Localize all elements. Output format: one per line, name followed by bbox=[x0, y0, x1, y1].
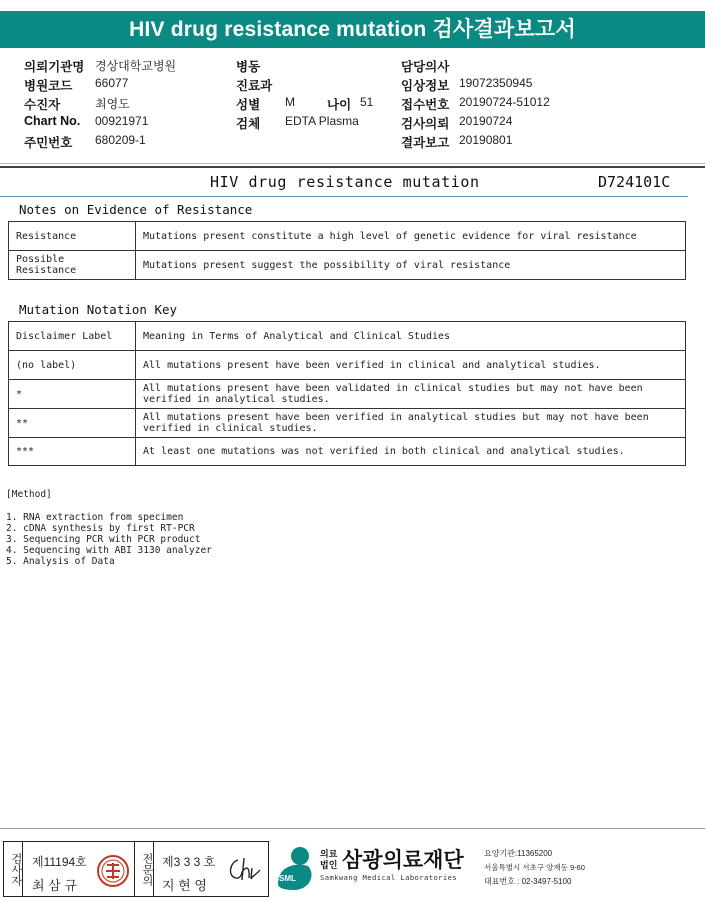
resident-no-label: 주민번호 bbox=[24, 136, 73, 150]
notation-label: *** bbox=[9, 438, 136, 466]
org-name: 삼광의료재단 bbox=[342, 849, 464, 872]
info-row-3 bbox=[0, 95, 705, 114]
request-date-label: 검사의뢰 bbox=[401, 117, 450, 131]
report-subtitle: HIV drug resistance mutation bbox=[210, 173, 480, 191]
info-row-4 bbox=[0, 114, 705, 133]
sex-label: 성별 bbox=[236, 98, 261, 112]
method-step: 2. cDNA synthesis by first RT-PCR bbox=[6, 523, 195, 534]
sex-value: M bbox=[285, 95, 295, 109]
signature-box bbox=[3, 841, 269, 897]
age-label: 나이 bbox=[327, 98, 352, 112]
info-row-2 bbox=[0, 76, 705, 95]
inspector-label bbox=[4, 842, 23, 896]
inspector-seal-icon bbox=[96, 854, 130, 888]
org-prefix-1: 의료 bbox=[320, 849, 338, 859]
report-code: D724101C bbox=[598, 173, 671, 191]
department-label: 진료과 bbox=[236, 79, 273, 93]
doctor-label: 담당의사 bbox=[401, 60, 450, 74]
method-step: 5. Analysis of Data bbox=[6, 556, 115, 567]
table-row bbox=[9, 222, 686, 251]
notation-label: Disclaimer Label bbox=[9, 322, 136, 351]
notation-table bbox=[8, 321, 686, 466]
table-row bbox=[9, 322, 686, 351]
doctor-role-label-text: 전문의 bbox=[141, 852, 153, 886]
table-row bbox=[9, 438, 686, 466]
hospital-code-label: 병원코드 bbox=[24, 79, 73, 93]
title-underline bbox=[0, 196, 688, 197]
footer bbox=[0, 838, 705, 907]
report-title-banner: HIV drug resistance mutation 검사결과보고서 bbox=[0, 11, 705, 48]
evidence-heading: Notes on Evidence of Resistance bbox=[19, 202, 253, 217]
doctor-name: 지 현 영 bbox=[162, 878, 207, 893]
age-value: 51 bbox=[360, 95, 374, 109]
method-heading: [Method] bbox=[6, 489, 52, 500]
sml-logo-icon bbox=[272, 844, 318, 894]
inspector-name: 최 삼 규 bbox=[32, 878, 77, 893]
table-row bbox=[9, 380, 686, 409]
address: 서울특별시 서초구 양재동 9-60 bbox=[484, 863, 585, 872]
footer-divider bbox=[0, 828, 705, 829]
notation-label: (no label) bbox=[9, 351, 136, 380]
notation-text: All mutations present have been validated in clinical studies but may not have been verified in analytical studies. bbox=[136, 380, 686, 409]
notation-text: Meaning in Terms of Analytical and Clinical Studies bbox=[136, 322, 686, 351]
receipt-no-label: 접수번호 bbox=[401, 98, 450, 112]
phone: 대표번호 : 02-3497-5100 bbox=[484, 877, 572, 886]
org-prefix-2: 법인 bbox=[320, 860, 338, 870]
ward-label: 병동 bbox=[236, 60, 261, 74]
chart-no-value: 00921971 bbox=[95, 114, 149, 128]
info-top-divider bbox=[0, 163, 705, 164]
evidence-table bbox=[8, 221, 686, 280]
notation-text: All mutations present have been verified in clinical and analytical studies. bbox=[136, 351, 686, 380]
receipt-no-value: 20190724-51012 bbox=[459, 95, 550, 109]
evidence-text-resistance: Mutations present constitute a high level of genetic evidence for viral resistance bbox=[136, 222, 686, 251]
doctor-role-label bbox=[134, 842, 154, 896]
nursing-code: 요양기관:11365200 bbox=[484, 849, 553, 858]
inspector-number: 제11194호 bbox=[32, 855, 87, 869]
notation-text: All mutations present have been verified in analytical studies but may not have been verified in clinical studies. bbox=[136, 409, 686, 438]
chart-no-label: Chart No. bbox=[24, 114, 81, 128]
report-date-label: 결과보고 bbox=[401, 136, 450, 150]
doctor-signature-icon bbox=[224, 854, 262, 886]
institution-value: 경상대학교병원 bbox=[95, 59, 177, 73]
clinical-info-label: 임상정보 bbox=[401, 79, 450, 93]
evidence-label-resistance: Resistance bbox=[9, 222, 136, 251]
logo-text: SML bbox=[279, 874, 296, 883]
specimen-label: 검체 bbox=[236, 117, 261, 131]
info-row-5 bbox=[0, 133, 705, 152]
method-step: 3. Sequencing PCR with PCR product bbox=[6, 534, 201, 545]
evidence-text-possible: Mutations present suggest the possibility of viral resistance bbox=[136, 251, 686, 280]
inspector-label-text: 검사자 bbox=[10, 852, 22, 886]
report-date-value: 20190801 bbox=[459, 133, 513, 147]
table-row bbox=[9, 251, 686, 280]
resident-no-value: 680209-1 bbox=[95, 133, 146, 147]
method-step: 4. Sequencing with ABI 3130 analyzer bbox=[6, 545, 212, 556]
notation-label: * bbox=[9, 380, 136, 409]
method-step: 1. RNA extraction from specimen bbox=[6, 512, 184, 523]
table-row bbox=[9, 351, 686, 380]
info-row-1 bbox=[0, 57, 705, 76]
notation-text: At least one mutations was not verified in both clinical and analytical studies. bbox=[136, 438, 686, 466]
notation-label: ** bbox=[9, 409, 136, 438]
specimen-value: EDTA Plasma bbox=[285, 114, 359, 128]
org-english-name: Samkwang Medical Laboratories bbox=[320, 873, 458, 882]
doctor-number: 제3 3 3 호 bbox=[162, 855, 216, 869]
info-bottom-divider bbox=[0, 166, 705, 168]
request-date-value: 20190724 bbox=[459, 114, 513, 128]
evidence-label-possible: Possible Resistance bbox=[9, 251, 136, 280]
receiver-label: 수진자 bbox=[24, 98, 61, 112]
institution-label: 의뢰기관명 bbox=[24, 60, 85, 74]
notation-heading: Mutation Notation Key bbox=[19, 302, 178, 317]
receiver-value: 최영도 bbox=[95, 97, 130, 111]
clinical-info-value: 19072350945 bbox=[459, 76, 533, 90]
table-row bbox=[9, 409, 686, 438]
patient-info bbox=[0, 54, 705, 164]
hospital-code-value: 66077 bbox=[95, 76, 129, 90]
